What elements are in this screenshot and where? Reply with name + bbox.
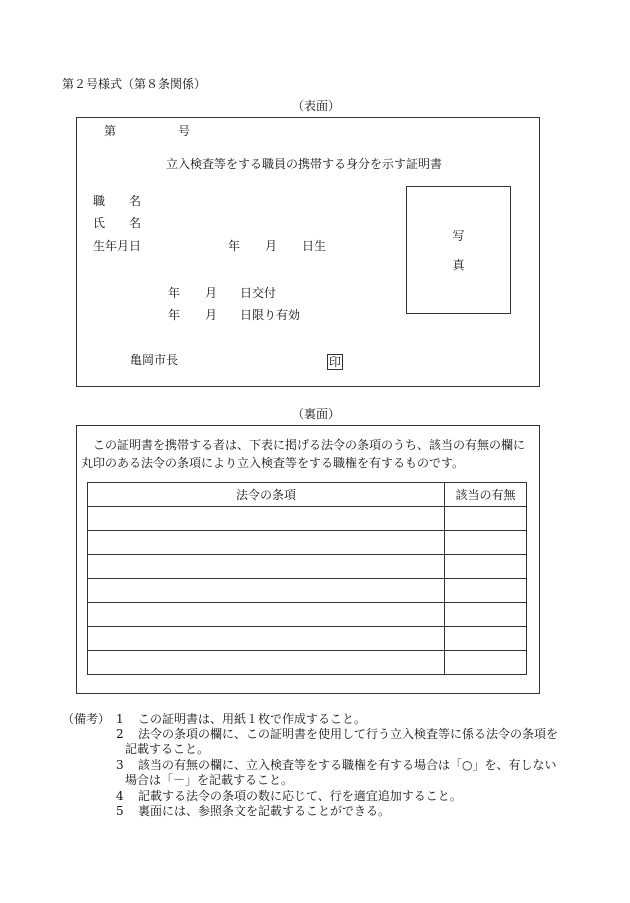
valid-year-label: 年	[168, 308, 181, 322]
table-row	[88, 651, 527, 675]
valid-month-label: 月	[205, 308, 218, 322]
table-header-row	[88, 483, 527, 507]
table-row	[88, 531, 527, 555]
table-row	[88, 603, 527, 627]
note-number: 3	[116, 758, 124, 772]
certificate-number-prefix: 第	[104, 124, 117, 138]
applicable-cell	[445, 531, 527, 555]
applicable-cell	[445, 507, 527, 531]
applicable-cell	[445, 555, 527, 579]
note-number: 1	[116, 712, 124, 726]
provision-cell	[88, 603, 445, 627]
table-row	[88, 627, 527, 651]
note-text-line-2: 記載すること。	[125, 742, 210, 756]
provision-cell	[88, 531, 445, 555]
applicable-cell	[445, 603, 527, 627]
back-paragraph-line-2: 丸印のある法令の条項により立入検査等をする職権を有するものです。	[81, 456, 465, 470]
issue-day-label: 日交付	[240, 286, 277, 300]
valid-day-label: 日限り有効	[240, 308, 301, 322]
column-header-applicable: 該当の有無	[445, 483, 527, 507]
certificate-title: 立入検査等をする職員の携帯する身分を示す証明書	[166, 157, 443, 171]
law-provisions-table	[87, 482, 527, 675]
photo-label-char-1: 写	[452, 229, 465, 243]
seal-mark: 印	[329, 355, 342, 369]
provision-cell	[88, 555, 445, 579]
provision-cell	[88, 627, 445, 651]
issue-month-label: 月	[205, 286, 218, 300]
note-text-line-1: 法令の条項の欄に、この証明書を使用して行う立入検査等に係る法令の条項を	[138, 727, 559, 741]
note-text-line-1: 該当の有無の欄に、立入検査等をする職権を有する場合は「○」を、有しない	[138, 758, 557, 772]
form-header: 第２号様式（第８条関係）	[62, 77, 207, 91]
applicable-cell	[445, 651, 527, 675]
notes-label: （備考）	[62, 712, 111, 726]
back-heading: （裏面）	[292, 407, 341, 421]
note-text-line-1: この証明書は、用紙１枚で作成すること。	[138, 712, 367, 726]
issue-year-label: 年	[168, 286, 181, 300]
issuer-name: 亀岡市長	[130, 353, 179, 367]
applicable-cell	[445, 627, 527, 651]
photo-box	[406, 186, 511, 314]
dob-day-label: 日生	[302, 239, 327, 253]
note-number: 5	[116, 804, 124, 818]
table-row	[88, 507, 527, 531]
table-row	[88, 579, 527, 603]
table-row	[88, 555, 527, 579]
provision-cell	[88, 507, 445, 531]
certificate-number-suffix: 号	[178, 124, 191, 138]
note-text-line-1: 裏面には、参照条文を記載することができる。	[138, 804, 391, 818]
dob-year-label: 年	[228, 239, 241, 253]
name-label: 氏 名	[93, 216, 142, 230]
dob-month-label: 月	[265, 239, 278, 253]
column-header-provision: 法令の条項	[88, 483, 445, 507]
applicable-cell	[445, 579, 527, 603]
job-title-label: 職 名	[93, 194, 142, 208]
dob-label: 生年月日	[93, 239, 142, 253]
note-number: 4	[116, 789, 124, 803]
provision-cell	[88, 651, 445, 675]
back-paragraph-line-1: この証明書を携帯する者は、下表に掲げる法令の条項のうち、該当の有無の欄に	[93, 438, 526, 452]
photo-label-char-2: 真	[452, 258, 465, 272]
provision-cell	[88, 579, 445, 603]
note-number: 2	[116, 727, 124, 741]
note-text-line-1: 記載する法令の条項の数に応じて、行を適宜追加すること。	[138, 789, 462, 803]
note-text-line-2: 場合は「－」を記載すること。	[125, 773, 294, 787]
front-heading: （表面）	[292, 99, 341, 113]
